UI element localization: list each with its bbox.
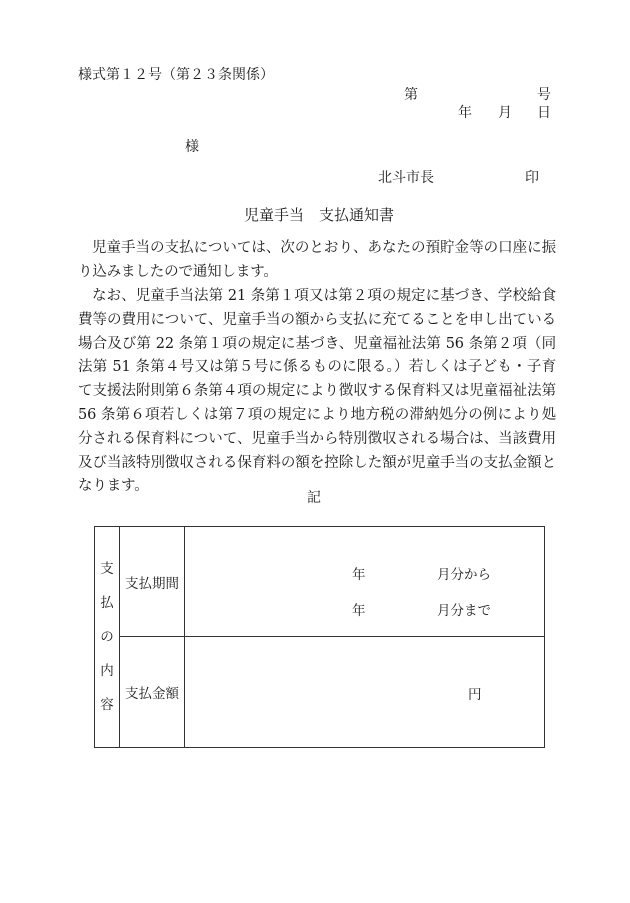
period-to-year: 年 bbox=[352, 603, 366, 619]
side-char: の bbox=[100, 629, 114, 645]
issuer-name: 北斗市長 bbox=[378, 170, 434, 186]
issuer-seal: 印 bbox=[525, 170, 539, 186]
document-title: 児童手当 支払通知書 bbox=[244, 206, 395, 224]
amount-unit: 円 bbox=[468, 687, 482, 703]
period-value bbox=[185, 527, 545, 637]
doc-number-suffix: 号 bbox=[537, 87, 551, 103]
side-char: 支 bbox=[100, 561, 114, 577]
side-char: 容 bbox=[100, 697, 114, 713]
addressee-suffix: 様 bbox=[185, 139, 199, 155]
date-month: 月 bbox=[498, 105, 512, 121]
body-paragraph-1: 児童手当の支払については、次のとおり、あなたの預貯金等の口座に振り込みましたので通知します。 bbox=[78, 240, 556, 280]
side-char: 払 bbox=[100, 595, 114, 611]
side-char: 内 bbox=[100, 663, 114, 679]
date-year: 年 bbox=[458, 105, 472, 121]
amount-label: 支払金額 bbox=[120, 637, 185, 748]
period-from-year: 年 bbox=[352, 567, 366, 583]
payment-details-label bbox=[95, 527, 120, 748]
date-day: 日 bbox=[537, 105, 551, 121]
payment-table bbox=[94, 526, 545, 748]
period-from-month: 月分から bbox=[437, 567, 491, 583]
ki-heading: 記 bbox=[307, 490, 321, 506]
form-number: 様式第１２号（第２３条関係） bbox=[78, 67, 274, 83]
period-to-month: 月分まで bbox=[437, 603, 491, 619]
body-paragraph-2: なお、児童手当法第 21 条第１項又は第２項の規定に基づき、学校給食費等の費用について、児童手当の額から支払に充てることを申し出ている場合及び第 22 条第１項の規定に基づき、児童福祉法第 56 条第２項（同法第 51 条第４号又は第５号に係るものに限る。）若しくは子ども・子育て支援法附則第６条第４項の規定により徴収する保育料又は児童福祉法第 56 条第６項若しくは第７項の規定により地方税の滞納処分の例により処分される保育料について、児童手当から特別徴収される場合は、当該費用及び当該特別徴収される保育料の額を控除した額が児童手当の支払金額となります。 bbox=[78, 288, 556, 495]
amount-value bbox=[185, 637, 545, 748]
doc-number-prefix: 第 bbox=[404, 87, 418, 103]
period-label: 支払期間 bbox=[120, 527, 185, 637]
